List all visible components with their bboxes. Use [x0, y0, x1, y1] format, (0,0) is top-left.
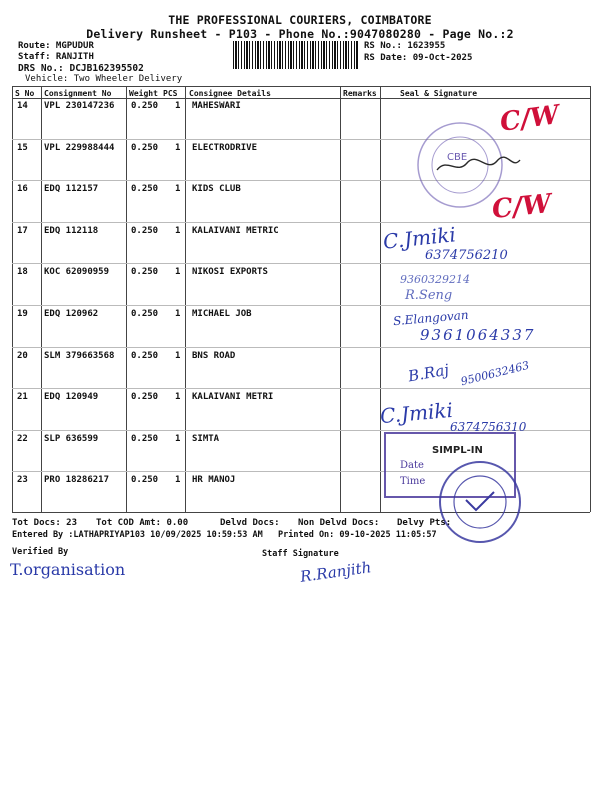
col-header-seal: Seal & Signature: [400, 89, 478, 98]
cell-consignee: NIKOSI EXPORTS: [192, 267, 268, 278]
rs-no: RS No.: 1623955: [364, 41, 446, 51]
col-header-consignment: Consignment No: [44, 89, 112, 98]
cw-mark-1: C/W: [498, 100, 562, 138]
col-divider: [185, 86, 186, 512]
col-divider: [12, 86, 13, 512]
cell-pcs: 1: [175, 309, 181, 319]
cell-consignee: SIMTA: [192, 433, 220, 444]
sig18-phone: 9360329214: [400, 273, 470, 286]
stamp-time-label: Time: [400, 476, 426, 487]
cw-mark-2: C/W: [490, 188, 553, 226]
stamp-date-label: Date: [400, 460, 424, 471]
cell-pcs: 1: [175, 101, 181, 111]
cell-consignment-no: SLM 379663568: [44, 350, 115, 361]
delvd-docs: Delvd Docs:: [220, 518, 280, 528]
col-header-remarks: Remarks: [343, 89, 377, 98]
cbe-stamp-text: CBE: [447, 152, 468, 163]
row-divider: [12, 388, 590, 389]
cell-consignee: KALAIVANI METRIC: [192, 225, 279, 236]
cell-consignee: KALAIVANI METRI: [192, 392, 274, 403]
cell-sno: 15: [17, 142, 28, 153]
sig21-name: C.Jmiki: [379, 397, 454, 429]
tot-cod-amt: Tot COD Amt: 0.00: [96, 518, 189, 528]
col-divider: [380, 86, 381, 512]
col-divider: [126, 86, 127, 512]
col-header-consignee: Consignee Details: [189, 89, 271, 98]
cell-weight: 0.250: [131, 101, 159, 111]
entered-by: Entered By :LATHAPRIYAP103 10/09/2025 10:59:53 AM: [12, 530, 263, 540]
row-divider: [12, 263, 590, 264]
runsheet-subtitle: Delivery Runsheet - P103 - Phone No.:9047080280 - Page No.:2: [86, 27, 514, 41]
table-top-border: [12, 86, 590, 87]
company-title: THE PROFESSIONAL COURIERS, COIMBATORE: [168, 13, 432, 27]
cell-sno: 20: [17, 350, 28, 361]
cell-weight: 0.250: [131, 309, 159, 319]
staff-signature-label: Staff Signature: [262, 549, 339, 559]
sig20-phone: 9500632463: [459, 358, 531, 389]
cell-consignment-no: EDQ 120949: [44, 392, 99, 403]
col-divider: [41, 86, 42, 512]
cell-consignee: MICHAEL JOB: [192, 309, 252, 319]
cell-weight: 0.250: [131, 350, 159, 361]
sig17-phone: 6374756210: [425, 248, 508, 263]
sig21-phone: 6374756310: [450, 420, 527, 434]
delvy-pts: Delvy Pts:: [397, 518, 452, 528]
verified-by-signature: T.organisation: [10, 560, 126, 579]
col-header-pcs: PCS: [163, 89, 178, 98]
cell-consignee: HR MANOJ: [192, 475, 236, 486]
cell-pcs: 1: [175, 475, 181, 486]
cell-sno: 16: [17, 184, 28, 195]
sig18-name: R.Seng: [405, 288, 453, 303]
row-divider: [12, 305, 590, 306]
cell-weight: 0.250: [131, 392, 159, 403]
simpl-in-text: SIMPL-IN: [432, 445, 483, 456]
cell-pcs: 1: [175, 184, 181, 195]
cell-sno: 18: [17, 267, 28, 278]
table-header-border: [12, 98, 590, 99]
drs-label: DRS No.: DCJB162395502: [18, 63, 144, 74]
cell-weight: 0.250: [131, 142, 159, 153]
cell-consignment-no: SLP 636599: [44, 433, 99, 444]
cell-consignment-no: EDQ 120962: [44, 309, 99, 319]
col-divider: [340, 86, 341, 512]
verified-by-label: Verified By: [12, 547, 69, 557]
round-company-seal: [438, 460, 522, 544]
cell-consignee: KIDS CLUB: [192, 184, 241, 195]
cell-pcs: 1: [175, 350, 181, 361]
cell-consignee: MAHESWARI: [192, 101, 241, 111]
staff-label: Staff: RANJITH: [18, 52, 94, 62]
cell-sno: 22: [17, 433, 28, 444]
vehicle-label: Vehicle: Two Wheeler Delivery: [25, 74, 183, 84]
barcode: [233, 41, 358, 69]
cell-consignment-no: PRO 18286217: [44, 475, 110, 486]
rs-date: RS Date: 09-Oct-2025: [364, 53, 473, 63]
cell-pcs: 1: [175, 267, 181, 278]
route-label: Route: MGPUDUR: [18, 41, 94, 51]
cell-pcs: 1: [175, 433, 181, 444]
cell-sno: 19: [17, 309, 28, 319]
cell-sno: 14: [17, 101, 28, 111]
sig17-name: C.Jmiki: [381, 222, 457, 254]
cell-weight: 0.250: [131, 225, 159, 236]
sig20-name: B.Raj: [406, 360, 451, 386]
cell-weight: 0.250: [131, 433, 159, 444]
col-header-weight: Weight: [129, 89, 158, 98]
sig19-name: S.Elangovan: [392, 307, 470, 329]
non-delvd-docs: Non Delvd Docs:: [298, 518, 380, 528]
cell-consignment-no: VPL 229988444: [44, 142, 115, 153]
cell-sno: 17: [17, 225, 28, 236]
cell-consignment-no: KOC 62090959: [44, 267, 110, 278]
cell-sno: 23: [17, 475, 28, 486]
col-header-sno: S No: [15, 89, 35, 98]
cell-pcs: 1: [175, 225, 181, 236]
sig19-phone: 9361064337: [420, 326, 536, 344]
tot-docs: Tot Docs: 23: [12, 518, 78, 528]
cell-consignment-no: VPL 230147236: [44, 101, 115, 111]
cell-pcs: 1: [175, 392, 181, 403]
cell-sno: 21: [17, 392, 28, 403]
cell-weight: 0.250: [131, 184, 159, 195]
scribble-signature: [432, 155, 522, 180]
cell-consignee: BNS ROAD: [192, 350, 236, 361]
row-divider: [12, 347, 590, 348]
printed-on: Printed On: 09-10-2025 11:05:57: [278, 530, 437, 540]
cell-weight: 0.250: [131, 267, 159, 278]
staff-signature: R.Ranjith: [299, 558, 373, 586]
cell-consignment-no: EDQ 112157: [44, 184, 99, 195]
cell-consignee: ELECTRODRIVE: [192, 142, 258, 153]
col-divider: [590, 86, 591, 512]
cell-consignment-no: EDQ 112118: [44, 225, 99, 236]
cell-pcs: 1: [175, 142, 181, 153]
cell-weight: 0.250: [131, 475, 159, 486]
